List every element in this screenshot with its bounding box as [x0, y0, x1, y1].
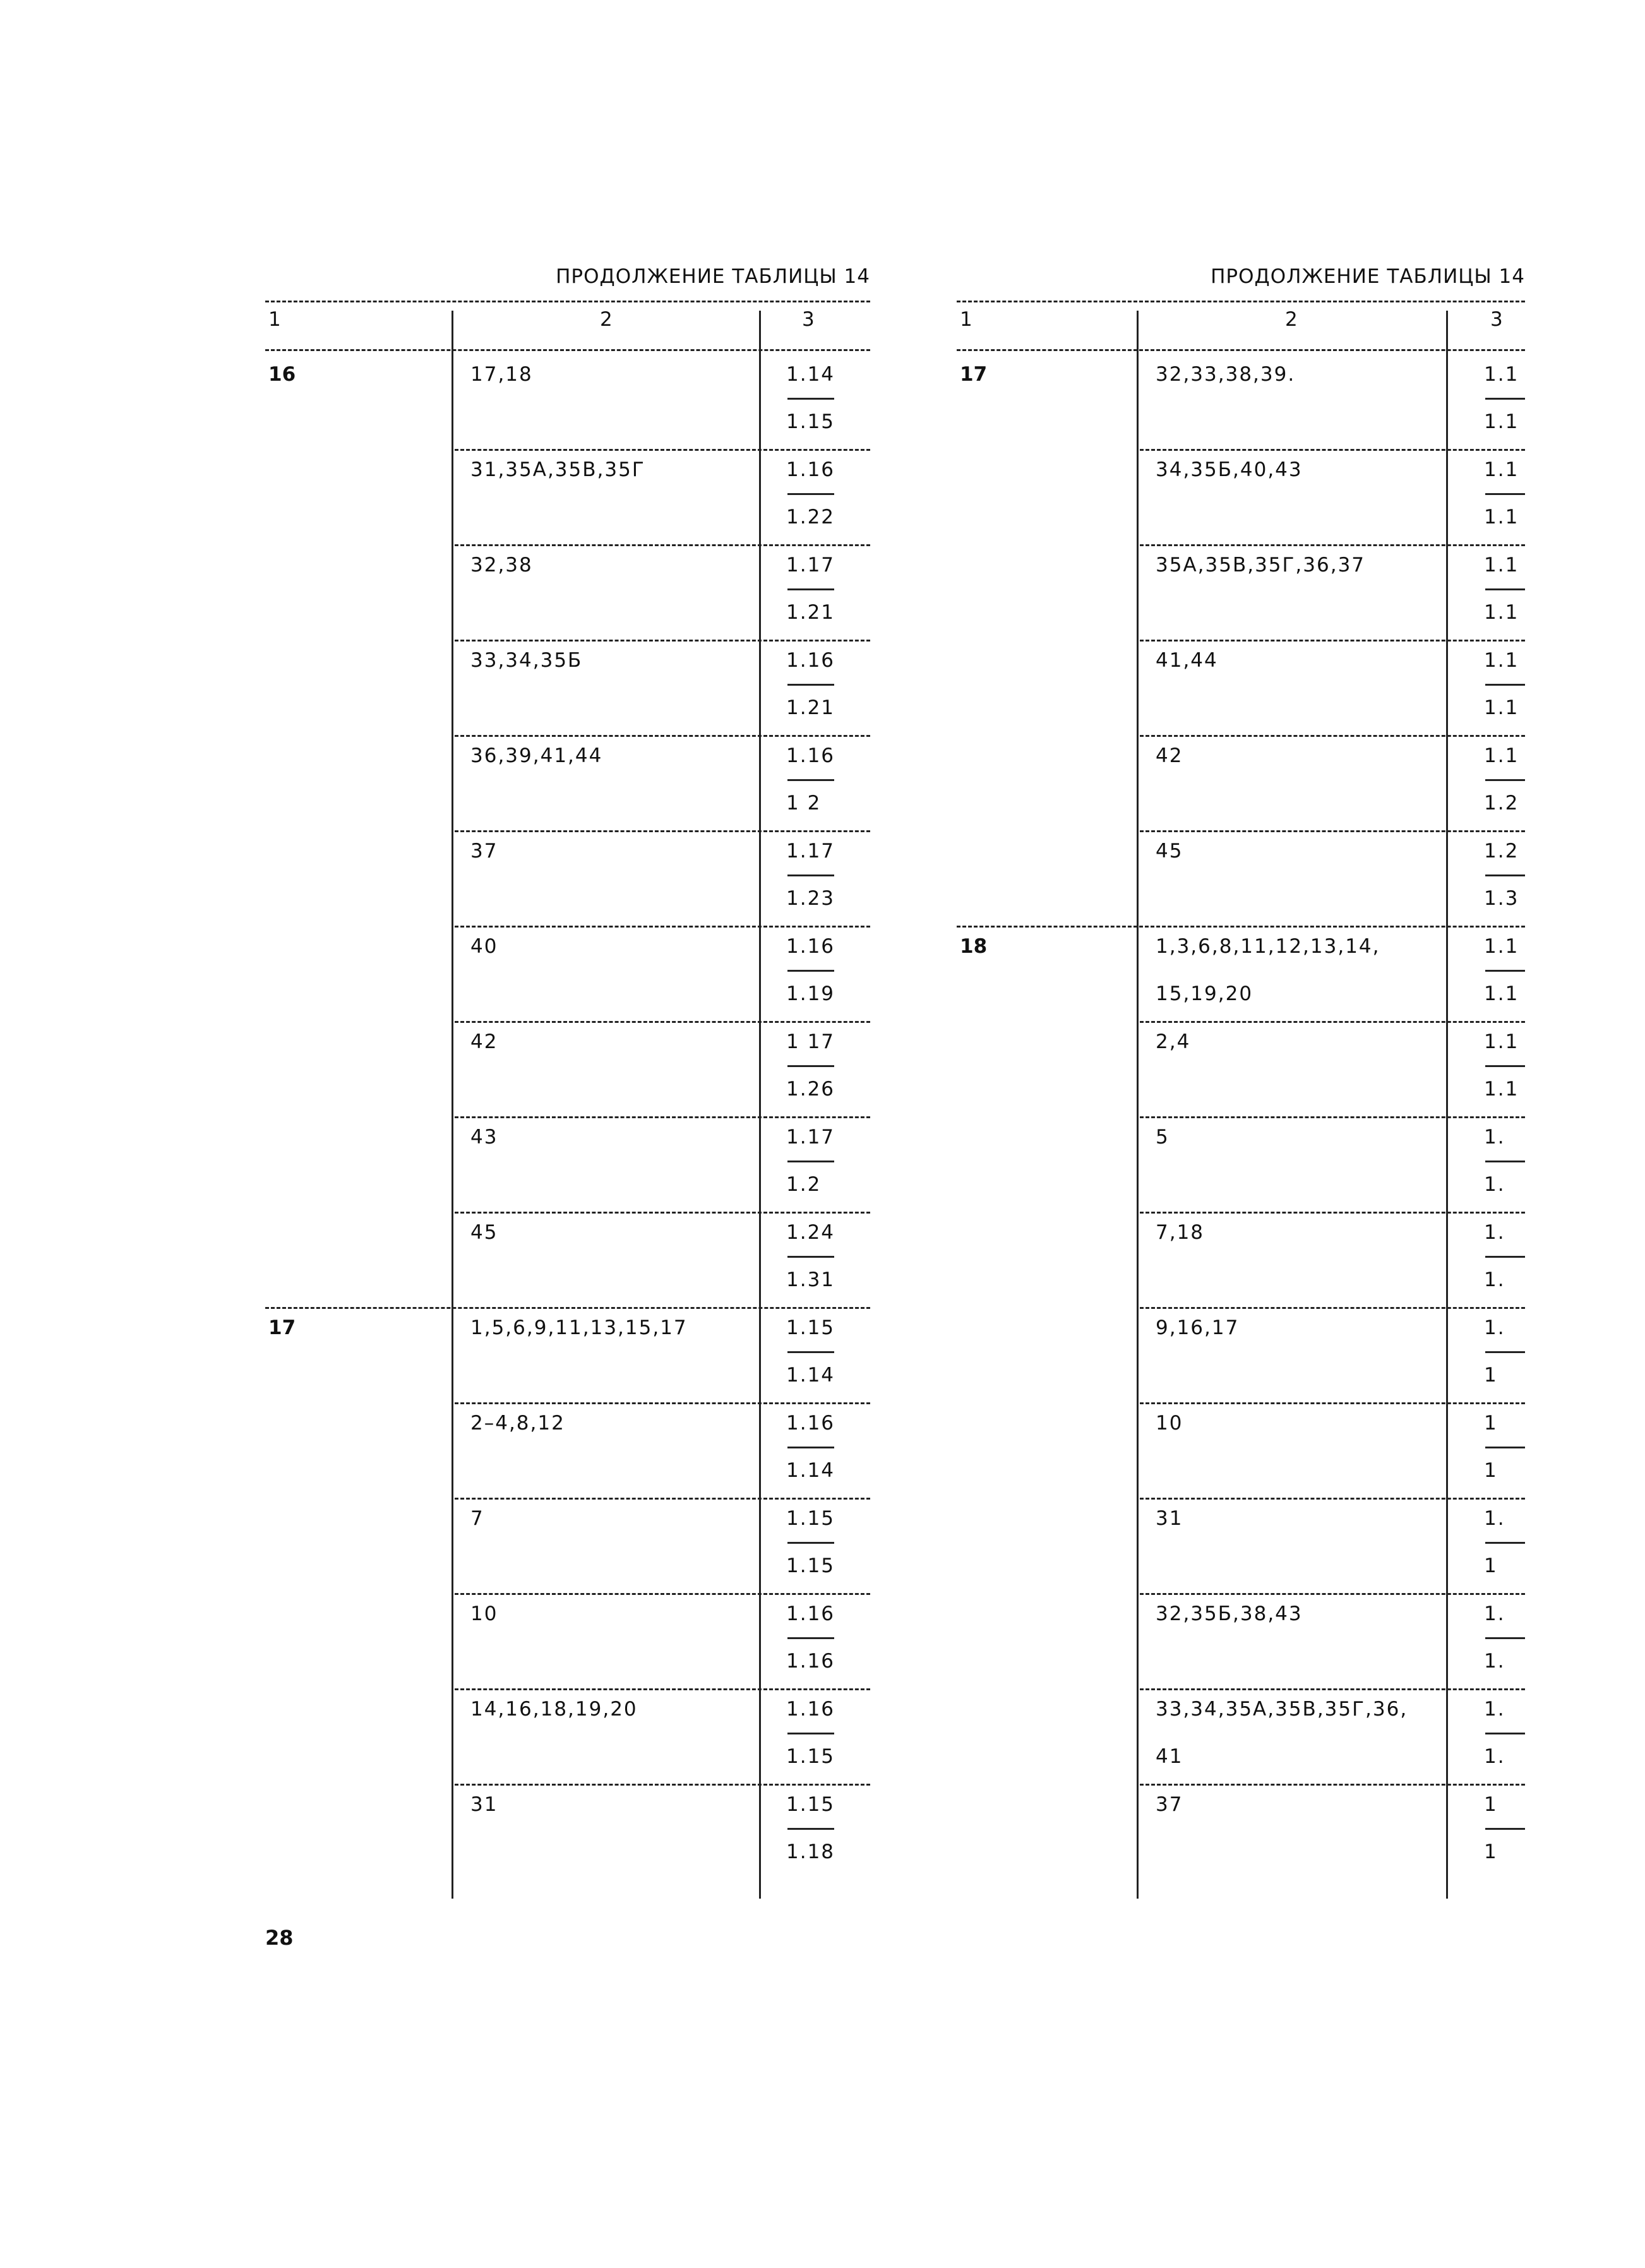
coefficient-denominator: 1 [1484, 1459, 1498, 1482]
coefficient-numerator: 1.24 [786, 1221, 835, 1244]
table-row [265, 830, 870, 926]
item-list: 43 [470, 1126, 498, 1149]
coefficient-numerator: 1.16 [786, 458, 835, 481]
item-list: 35А,35В,35Г,36,37 [1156, 554, 1366, 576]
table-row [957, 1212, 1525, 1307]
table-row [265, 1116, 870, 1212]
fraction-bar [787, 1828, 834, 1830]
item-list: 31 [470, 1793, 498, 1816]
coefficient-denominator: 1.1 [1484, 410, 1519, 433]
coefficient-numerator: 1.1 [1484, 744, 1519, 767]
table-row [957, 1688, 1525, 1784]
coefficient-numerator: 1 [1484, 1793, 1498, 1816]
header-bottom-rule [957, 349, 1525, 351]
coefficient-denominator: 1.1 [1484, 1078, 1519, 1101]
coefficient-numerator: 1. [1484, 1316, 1505, 1339]
table-row [265, 1498, 870, 1593]
item-list: 32,38 [470, 554, 533, 576]
fraction-bar [1485, 1065, 1525, 1067]
group-number: 17 [960, 363, 988, 386]
table-row [957, 1307, 1525, 1402]
coefficient-numerator: 1. [1484, 1698, 1505, 1721]
table-row [265, 354, 870, 449]
fraction-bar [1485, 398, 1525, 400]
coefficient-denominator: 1.18 [786, 1841, 835, 1863]
coefficient-numerator: 1. [1484, 1126, 1505, 1149]
coefficient-denominator: 1. [1484, 1173, 1505, 1196]
table-row [957, 354, 1525, 449]
coefficient-denominator: 1 [1484, 1555, 1498, 1577]
coefficient-numerator: 1.17 [786, 840, 835, 862]
table-row [265, 1212, 870, 1307]
coefficient-denominator: 1.1 [1484, 696, 1519, 719]
table-row [265, 1593, 870, 1688]
fraction-bar [787, 779, 834, 781]
table-row [957, 1116, 1525, 1212]
coefficient-denominator: 1.21 [786, 601, 835, 624]
table-row [265, 926, 870, 1021]
fraction-bar [1485, 779, 1525, 781]
coefficient-denominator: 1.23 [786, 887, 835, 910]
item-list: 42 [470, 1030, 498, 1053]
table-caption-right: ПРОДОЛЖЕНИЕ ТАБЛИЦЫ 14 [1211, 265, 1525, 288]
coefficient-denominator: 1 2 [786, 792, 822, 815]
column-header-1: 1 [268, 308, 281, 331]
fraction-bar [1485, 1733, 1525, 1734]
item-list: 2,4 [1156, 1030, 1191, 1053]
item-list: 37 [1156, 1793, 1183, 1816]
coefficient-denominator: 1.31 [786, 1268, 835, 1291]
fraction-bar [787, 1733, 834, 1734]
item-list: 34,35Б,40,43 [1156, 458, 1303, 481]
coefficient-numerator: 1. [1484, 1221, 1505, 1244]
header-bottom-rule [265, 349, 870, 351]
item-list: 2–4,8,12 [470, 1412, 565, 1435]
table-row [957, 1593, 1525, 1688]
column-header-2: 2 [1285, 308, 1298, 331]
table-caption-left: ПРОДОЛЖЕНИЕ ТАБЛИЦЫ 14 [556, 265, 870, 288]
coefficient-numerator: 1.16 [786, 744, 835, 767]
header-top-rule [957, 301, 1525, 302]
coefficient-denominator: 1.14 [786, 1364, 835, 1387]
coefficient-numerator: 1.15 [786, 1316, 835, 1339]
item-list: 10 [470, 1603, 498, 1625]
item-list: 7,18 [1156, 1221, 1205, 1244]
coefficient-numerator: 1.16 [786, 1698, 835, 1721]
column-header-2: 2 [600, 308, 613, 331]
coefficient-numerator: 1.2 [1484, 840, 1519, 862]
coefficient-numerator: 1.15 [786, 1507, 835, 1530]
fraction-bar [787, 1161, 834, 1162]
coefficient-numerator: 1.16 [786, 935, 835, 958]
table-row [957, 1402, 1525, 1498]
column-header-3: 3 [1490, 308, 1503, 331]
coefficient-numerator: 1.15 [786, 1793, 835, 1816]
item-list: 1,5,6,9,11,13,15,17 [470, 1316, 688, 1339]
coefficient-denominator: 1.14 [786, 1459, 835, 1482]
coefficient-denominator: 1.19 [786, 982, 835, 1005]
item-list: 45 [1156, 840, 1183, 862]
coefficient-numerator: 1.16 [786, 1412, 835, 1435]
coefficient-denominator: 1. [1484, 1268, 1505, 1291]
item-list: 32,35Б,38,43 [1156, 1603, 1303, 1625]
item-list: 37 [470, 840, 498, 862]
table-row [265, 1021, 870, 1116]
coefficient-numerator: 1.17 [786, 1126, 835, 1149]
item-list: 17,18 [470, 363, 533, 386]
coefficient-numerator: 1.14 [786, 363, 835, 386]
coefficient-denominator: 1.1 [1484, 506, 1519, 528]
coefficient-numerator: 1 17 [786, 1030, 835, 1053]
fraction-bar [1485, 684, 1525, 686]
coefficient-denominator: 1.22 [786, 506, 835, 528]
coefficient-numerator: 1. [1484, 1603, 1505, 1625]
item-list: 31 [1156, 1507, 1183, 1530]
item-list: 1,3,6,8,11,12,13,14, [1156, 935, 1380, 958]
fraction-bar [1485, 874, 1525, 876]
item-list: 36,39,41,44 [470, 744, 603, 767]
coefficient-numerator: 1.1 [1484, 554, 1519, 576]
coefficient-denominator: 1. [1484, 1745, 1505, 1768]
item-list-continued: 41 [1156, 1745, 1183, 1768]
coefficient-denominator: 1.3 [1484, 887, 1519, 910]
item-list: 10 [1156, 1412, 1183, 1435]
coefficient-denominator: 1.2 [1484, 792, 1519, 815]
fraction-bar [1485, 1447, 1525, 1448]
fraction-bar [787, 1637, 834, 1639]
coefficient-numerator: 1 [1484, 1412, 1498, 1435]
table-row [957, 640, 1525, 735]
column-header-3: 3 [802, 308, 815, 331]
table-row [957, 1021, 1525, 1116]
table-row [265, 1784, 870, 1879]
coefficient-denominator: 1 [1484, 1841, 1498, 1863]
fraction-bar [787, 588, 834, 590]
fraction-bar [787, 1542, 834, 1544]
coefficient-denominator: 1.15 [786, 410, 835, 433]
table-row [957, 926, 1525, 1021]
coefficient-denominator: 1. [1484, 1650, 1505, 1673]
fraction-bar [1485, 970, 1525, 972]
table-left [265, 0, 870, 2268]
table-row [957, 544, 1525, 640]
fraction-bar [787, 1447, 834, 1448]
item-list: 42 [1156, 744, 1183, 767]
fraction-bar [787, 1256, 834, 1258]
coefficient-numerator: 1.16 [786, 649, 835, 672]
coefficient-numerator: 1.1 [1484, 935, 1519, 958]
item-list: 7 [470, 1507, 484, 1530]
fraction-bar [787, 970, 834, 972]
coefficient-denominator: 1.15 [786, 1745, 835, 1768]
coefficient-denominator: 1.16 [786, 1650, 835, 1673]
fraction-bar [1485, 1351, 1525, 1353]
page-number: 28 [265, 1926, 294, 1950]
coefficient-denominator: 1.21 [786, 696, 835, 719]
coefficient-denominator: 1.26 [786, 1078, 835, 1101]
group-number: 17 [268, 1316, 296, 1339]
fraction-bar [1485, 1828, 1525, 1830]
table-row [265, 1402, 870, 1498]
coefficient-denominator: 1.2 [786, 1173, 822, 1196]
item-list-continued: 15,19,20 [1156, 982, 1253, 1005]
item-list: 33,34,35Б [470, 649, 583, 672]
table-right [957, 0, 1525, 2268]
table-row [265, 640, 870, 735]
group-number: 18 [960, 935, 988, 958]
item-list: 31,35А,35В,35Г [470, 458, 645, 481]
table-row [265, 544, 870, 640]
item-list: 9,16,17 [1156, 1316, 1240, 1339]
coefficient-numerator: 1.1 [1484, 649, 1519, 672]
item-list: 45 [470, 1221, 498, 1244]
fraction-bar [787, 493, 834, 495]
fraction-bar [1485, 588, 1525, 590]
table-row [265, 735, 870, 830]
fraction-bar [1485, 1161, 1525, 1162]
fraction-bar [787, 398, 834, 400]
coefficient-numerator: 1.1 [1484, 363, 1519, 386]
fraction-bar [787, 874, 834, 876]
fraction-bar [1485, 1542, 1525, 1544]
item-list: 14,16,18,19,20 [470, 1698, 638, 1721]
fraction-bar [1485, 493, 1525, 495]
item-list: 40 [470, 935, 498, 958]
column-header-1: 1 [960, 308, 972, 331]
coefficient-denominator: 1.15 [786, 1555, 835, 1577]
fraction-bar [787, 684, 834, 686]
coefficient-numerator: 1. [1484, 1507, 1505, 1530]
table-row [957, 830, 1525, 926]
table-row [957, 449, 1525, 544]
fraction-bar [787, 1351, 834, 1353]
coefficient-numerator: 1.17 [786, 554, 835, 576]
fraction-bar [1485, 1256, 1525, 1258]
table-row [957, 1498, 1525, 1593]
fraction-bar [787, 1065, 834, 1067]
header-top-rule [265, 301, 870, 302]
item-list: 32,33,38,39. [1156, 363, 1296, 386]
coefficient-numerator: 1.1 [1484, 458, 1519, 481]
item-list: 33,34,35А,35В,35Г,36, [1156, 1698, 1408, 1721]
item-list: 5 [1156, 1126, 1169, 1149]
group-number: 16 [268, 363, 296, 386]
item-list: 41,44 [1156, 649, 1218, 672]
coefficient-numerator: 1.1 [1484, 1030, 1519, 1053]
table-row [265, 449, 870, 544]
table-row [265, 1688, 870, 1784]
coefficient-denominator: 1.1 [1484, 982, 1519, 1005]
coefficient-denominator: 1.1 [1484, 601, 1519, 624]
fraction-bar [1485, 1637, 1525, 1639]
table-row [957, 735, 1525, 830]
table-row [957, 1784, 1525, 1879]
coefficient-denominator: 1 [1484, 1364, 1498, 1387]
coefficient-numerator: 1.16 [786, 1603, 835, 1625]
table-row [265, 1307, 870, 1402]
